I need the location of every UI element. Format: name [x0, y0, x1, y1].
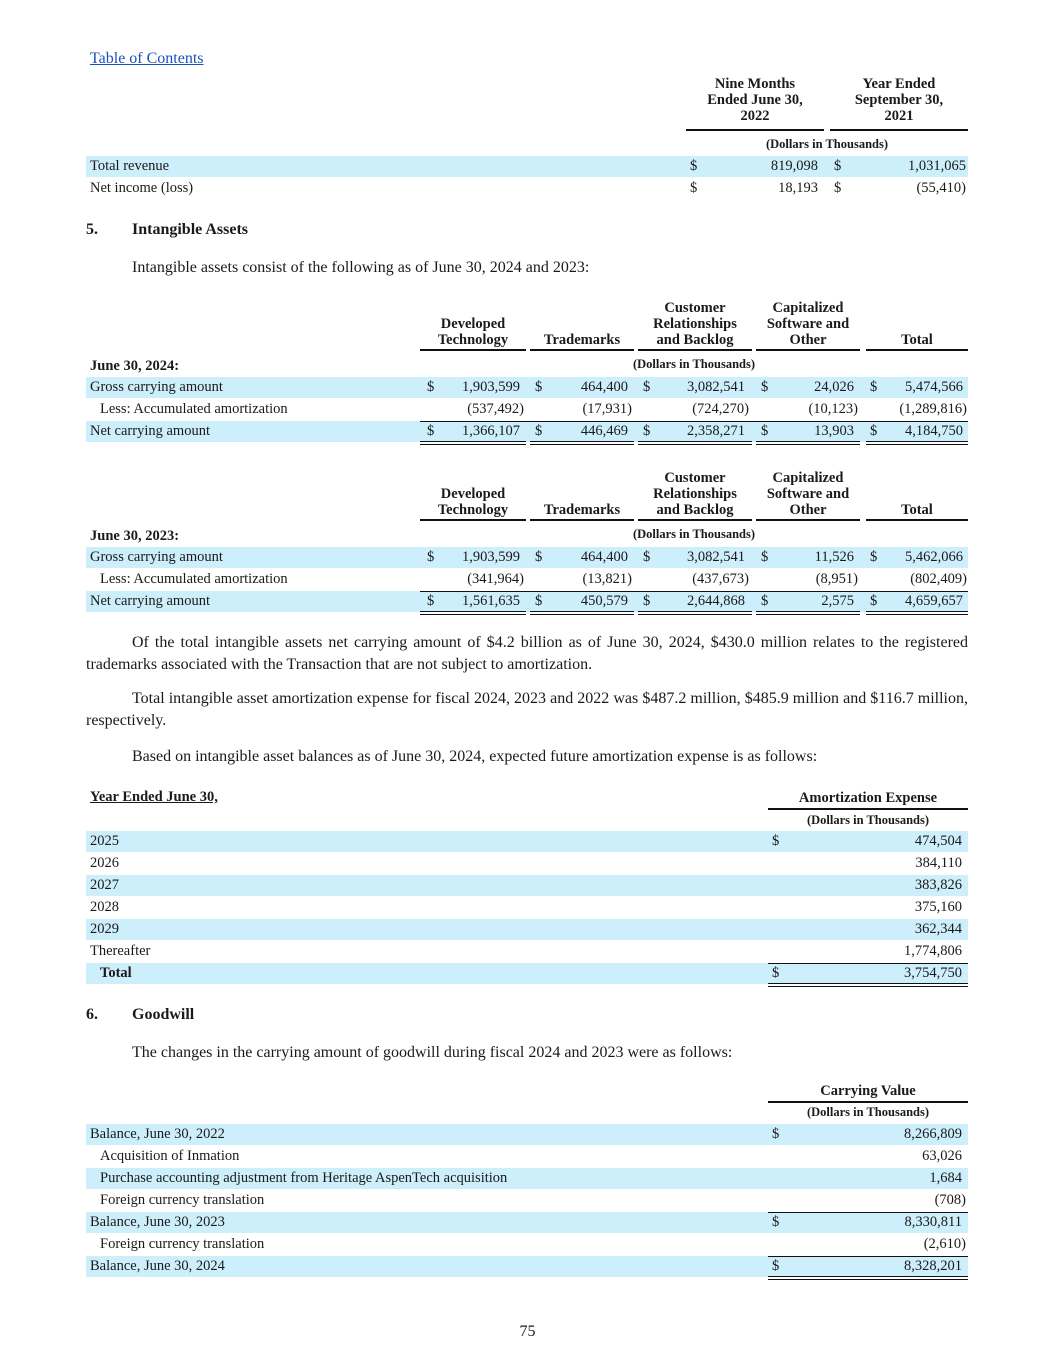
double-underline: [768, 1276, 968, 1280]
dollar-sign: $: [427, 593, 435, 609]
double-underline: [756, 611, 860, 615]
divider: [420, 421, 968, 422]
year-label: Thereafter: [90, 943, 151, 959]
double-underline: [530, 611, 634, 615]
dollar-sign: $: [761, 379, 769, 395]
row-label: Acquisition of Inmation: [100, 1148, 240, 1164]
row-label: Balance, June 30, 2023: [90, 1214, 225, 1230]
divider: [686, 129, 824, 131]
year-label: 2025: [90, 833, 119, 849]
dollar-sign: $: [535, 593, 543, 609]
year-label: 2029: [90, 921, 119, 937]
units-label: (Dollars in Thousands): [632, 527, 756, 541]
cell-value: 464,400: [580, 549, 628, 565]
cell-value: 1,561,635: [462, 593, 520, 609]
cell-value: (724,270): [692, 401, 749, 417]
date-label: June 30, 2024:: [90, 358, 180, 374]
dollar-sign: $: [870, 549, 878, 565]
cell-value: (13,821): [582, 571, 632, 587]
double-underline: [768, 983, 968, 987]
double-underline: [420, 441, 526, 445]
cell-value: 1,903,599: [462, 379, 520, 395]
row-label: Net carrying amount: [90, 593, 210, 609]
dollar-sign: $: [870, 593, 878, 609]
dollar-sign: $: [427, 379, 435, 395]
cell-value: (10,123): [808, 401, 858, 417]
cell-value: (1,289,816): [899, 401, 967, 417]
year-label: 2027: [90, 877, 119, 893]
cell-value: 8,330,811: [904, 1214, 962, 1230]
double-underline: [756, 441, 860, 445]
dollar-sign: $: [535, 549, 543, 565]
divider: [638, 519, 752, 521]
cell-value: 11,526: [814, 549, 854, 565]
divider: [768, 1101, 968, 1103]
cell-value: 24,026: [814, 379, 854, 395]
row-label: Total revenue: [90, 158, 170, 174]
cell-value: 2,358,271: [687, 423, 745, 439]
dollar-sign: $: [772, 1126, 780, 1142]
cell-value: 1,774,806: [904, 943, 962, 959]
col-header-nine-months: Nine Months Ended June 30, 2022: [707, 76, 803, 124]
divider: [768, 963, 968, 964]
col-header-capitalized: Capitalized Software and Other: [766, 300, 850, 348]
dollar-sign: $: [643, 379, 651, 395]
col-header-customer: Customer Relationships and Backlog: [653, 300, 737, 348]
total-label: Total: [100, 965, 132, 981]
units-label: (Dollars in Thousands): [806, 1105, 930, 1119]
divider: [638, 349, 752, 351]
dollar-sign: $: [870, 379, 878, 395]
cell-value: (537,492): [467, 401, 524, 417]
section-intro: Intangible assets consist of the following as of June 30, 2024 and 2023:: [132, 259, 590, 276]
section-title: Intangible Assets: [132, 221, 249, 238]
row-label: Balance, June 30, 2024: [90, 1258, 225, 1274]
row-label: Less: Accumulated amortization: [100, 401, 288, 417]
paragraph-trademarks: Of the total intangible assets net carrying amount of $4.2 billion as of June 30, 2024, $430.0 million relates to the registered trademarks associated with the Transaction that are not subject to amortization.: [86, 634, 968, 673]
cell-value: 2,644,868: [687, 593, 745, 609]
cell-value: 4,659,657: [905, 593, 963, 609]
dollar-sign: $: [761, 593, 769, 609]
dollar-sign: $: [535, 379, 543, 395]
section-number: 6.: [86, 1006, 98, 1023]
row-label: Net carrying amount: [90, 423, 210, 439]
cell-value: (341,964): [467, 571, 524, 587]
dollar-sign: $: [643, 549, 651, 565]
paragraph-future-amortization: Based on intangible asset balances as of June 30, 2024, expected future amortization expense is as follows:: [132, 748, 818, 765]
page-number: 75: [519, 1323, 536, 1340]
cell-value: (17,931): [582, 401, 632, 417]
section-title: Goodwill: [132, 1006, 195, 1023]
cell-value: 13,903: [814, 423, 854, 439]
dollar-sign: $: [834, 158, 842, 174]
col-header-total: Total: [901, 502, 933, 518]
dollar-sign: $: [772, 833, 780, 849]
dollar-sign: $: [870, 423, 878, 439]
cell-value: 474,504: [914, 833, 962, 849]
double-underline: [638, 611, 752, 615]
divider: [756, 349, 860, 351]
section-intro: The changes in the carrying amount of goodwill during fiscal 2024 and 2023 were as follows:: [132, 1044, 733, 1061]
dollar-sign: $: [427, 549, 435, 565]
cell-value: 375,160: [914, 899, 962, 915]
col-header-trademarks: Trademarks: [543, 502, 621, 518]
cell-value: 4,184,750: [905, 423, 963, 439]
double-underline: [420, 611, 526, 615]
row-label: Less: Accumulated amortization: [100, 571, 288, 587]
cell-value: 362,344: [914, 921, 962, 937]
cell-value: 3,082,541: [687, 549, 745, 565]
units-label: (Dollars in Thousands): [765, 137, 889, 151]
col-header-capitalized: Capitalized Software and Other: [766, 470, 850, 518]
cell-value: 8,328,201: [904, 1258, 962, 1274]
cell-value: 5,474,566: [905, 379, 963, 395]
total-value: 3,754,750: [904, 965, 962, 981]
table-of-contents-link[interactable]: Table of Contents: [90, 50, 204, 67]
divider: [530, 519, 634, 521]
cell-value: 464,400: [580, 379, 628, 395]
col-header-year-ended: Year Ended September 30, 2021: [854, 76, 944, 124]
double-underline: [866, 611, 968, 615]
dollar-sign: $: [772, 965, 780, 981]
col-header-developed: Developed Technology: [437, 316, 509, 348]
dollar-sign: $: [772, 1214, 780, 1230]
row-label: Foreign currency translation: [100, 1236, 265, 1252]
divider: [866, 519, 968, 521]
cell-value: (55,410): [916, 180, 966, 196]
cell-value: (708): [934, 1192, 966, 1208]
cell-value: 1,031,065: [908, 158, 966, 174]
cell-value: 383,826: [914, 877, 962, 893]
double-underline: [866, 441, 968, 445]
cell-value: 5,462,066: [905, 549, 963, 565]
cell-value: 819,098: [770, 158, 818, 174]
col-header-developed: Developed Technology: [437, 486, 509, 518]
cell-value: (2,610): [923, 1236, 966, 1252]
cell-value: 446,469: [580, 423, 628, 439]
dollar-sign: $: [690, 180, 698, 196]
cell-value: (8,951): [815, 571, 858, 587]
cell-value: 18,193: [778, 180, 818, 196]
double-underline: [638, 441, 752, 445]
dollar-sign: $: [772, 1258, 780, 1274]
divider: [830, 129, 968, 131]
cell-value: 2,575: [821, 593, 854, 609]
dollar-sign: $: [427, 423, 435, 439]
units-label: (Dollars in Thousands): [806, 813, 930, 827]
divider: [420, 519, 526, 521]
cell-value: 63,026: [922, 1148, 962, 1164]
dollar-sign: $: [761, 423, 769, 439]
year-label: 2028: [90, 899, 119, 915]
dollar-sign: $: [643, 423, 651, 439]
dollar-sign: $: [761, 549, 769, 565]
row-label: Foreign currency translation: [100, 1192, 265, 1208]
divider: [768, 808, 968, 810]
cell-value: 8,266,809: [904, 1126, 962, 1142]
units-label: (Dollars in Thousands): [632, 357, 756, 371]
paragraph-amortization-expense: Total intangible asset amortization expense for fiscal 2024, 2023 and 2022 was $487.2 million, $485.9 million and $116.7 million, respectively.: [86, 690, 968, 729]
col-header-customer: Customer Relationships and Backlog: [653, 470, 737, 518]
divider: [530, 349, 634, 351]
dollar-sign: $: [535, 423, 543, 439]
cell-value: (802,409): [910, 571, 967, 587]
col-header-trademarks: Trademarks: [543, 332, 621, 348]
divider: [756, 519, 860, 521]
cell-value: 450,579: [580, 593, 628, 609]
divider: [420, 591, 968, 592]
divider: [768, 1212, 968, 1213]
row-label: Balance, June 30, 2022: [90, 1126, 225, 1142]
cell-value: 1,684: [929, 1170, 962, 1186]
double-underline: [530, 441, 634, 445]
cell-value: 1,366,107: [462, 423, 520, 439]
divider: [420, 349, 526, 351]
divider: [866, 349, 968, 351]
row-label: Gross carrying amount: [90, 549, 223, 565]
row-label: Purchase accounting adjustment from Heritage AspenTech acquisition: [100, 1170, 508, 1186]
cell-value: 3,082,541: [687, 379, 745, 395]
row-label: Net income (loss): [90, 180, 194, 196]
cell-value: 1,903,599: [462, 549, 520, 565]
col-header-carrying-value: Carrying Value: [820, 1083, 916, 1099]
year-label: 2026: [90, 855, 119, 871]
section-number: 5.: [86, 221, 98, 238]
dollar-sign: $: [690, 158, 698, 174]
dollar-sign: $: [643, 593, 651, 609]
cell-value: 384,110: [915, 855, 962, 871]
dollar-sign: $: [834, 180, 842, 196]
divider: [768, 1256, 968, 1257]
year-header: Year Ended June 30,: [90, 789, 218, 805]
cell-value: (437,673): [692, 571, 749, 587]
col-header-amortization: Amortization Expense: [798, 790, 938, 806]
row-label: Gross carrying amount: [90, 379, 223, 395]
date-label: June 30, 2023:: [90, 528, 180, 544]
col-header-total: Total: [901, 332, 933, 348]
